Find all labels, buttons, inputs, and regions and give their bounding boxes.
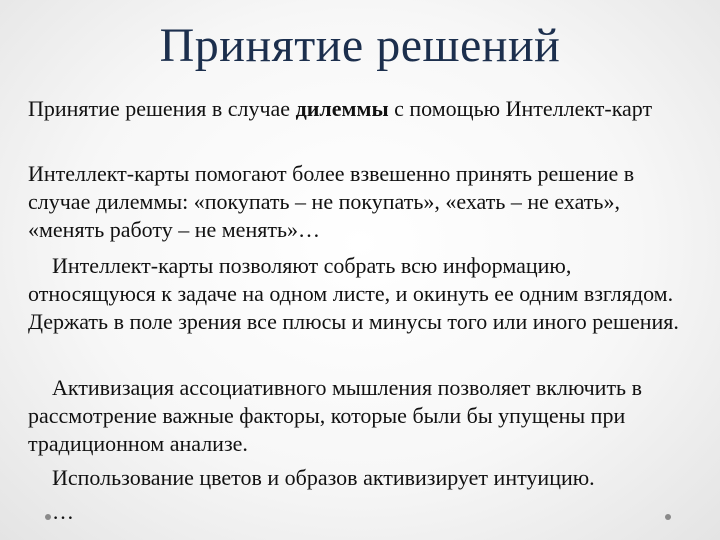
decor-dot-left-icon — [45, 514, 51, 520]
slide-title: Принятие решений — [159, 19, 561, 72]
paragraph-1 — [28, 95, 700, 123]
paragraph-2: Интеллект-карты помогают более взвешенно принять решение в случае дилеммы: «покупать – не покупать», «ехать – не ехать», «менять работу – не менять»… — [28, 161, 635, 242]
paragraph-4: Активизация ассоциативного мышления позволяет включить в рассмотрение важные факторы, которые были бы упущены при традиционном анализе. — [28, 375, 642, 456]
trailing-ellipsis: … — [52, 499, 74, 524]
paragraph-5: Использование цветов и образов активизирует интуицию. — [52, 465, 595, 490]
paragraph-3: Интеллект-карты позволяют собрать всю информацию, относящуюся к задаче на одном листе, и окинуть ее одним взглядом. Держать в поле зрения все плюсы и минусы того или иного решения. — [28, 253, 679, 334]
decor-dot-right-icon — [665, 514, 671, 520]
paragraph-1-keyword: дилеммы — [295, 96, 389, 121]
paragraph-1-text-end: с помощью Интеллект-карт — [388, 96, 653, 121]
paragraph-1-text-start: Принятие решения в случае — [28, 96, 296, 121]
